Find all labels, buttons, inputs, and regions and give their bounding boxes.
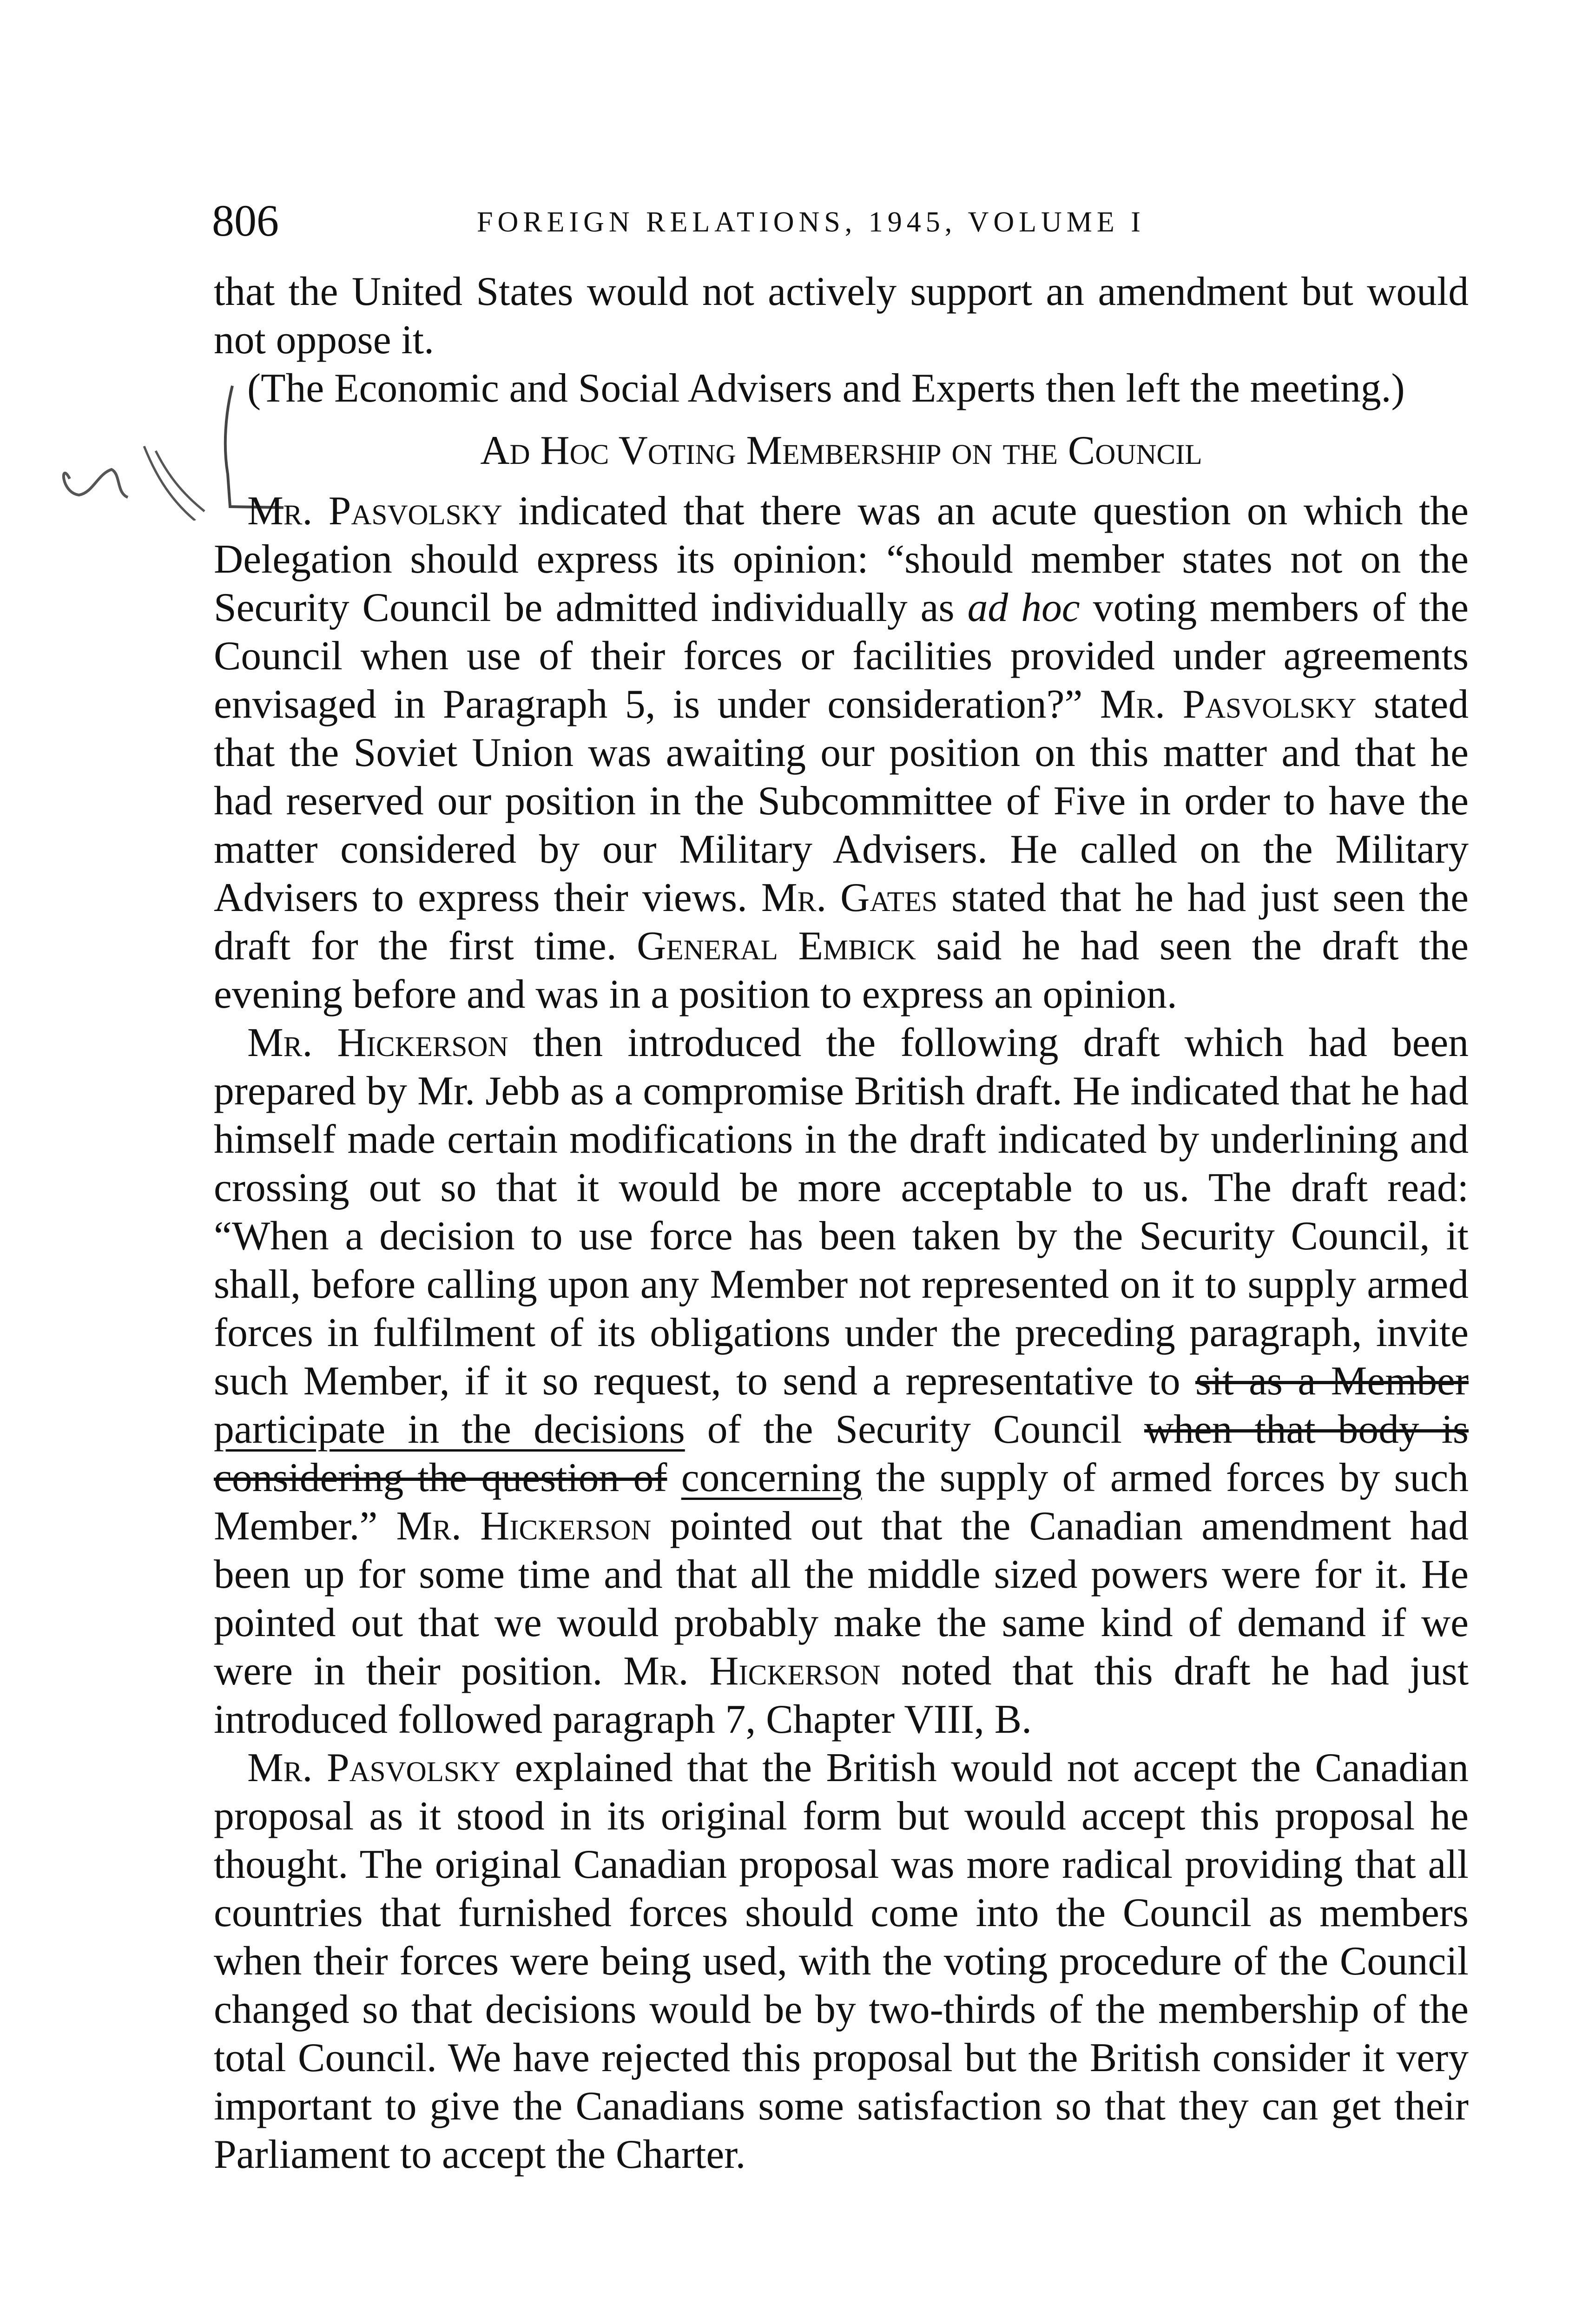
text-run: voting members of the Council when use of their forces or facilities provided under agreements envisaged in Paragraph 5, is under consideration?”: [214, 585, 1469, 726]
underlined-text: concerning: [681, 1455, 862, 1500]
page-header: [212, 195, 1457, 246]
paragraph: (The Economic and Social Advisers and Experts then left the meeting.): [247, 365, 1405, 410]
speaker-name: Mr. Pasvolsky: [247, 488, 502, 533]
text-run: then introduced the following draft which had been prepared by Mr. Jebb as a compromise British draft. He indicated that he had himself made certain modifications in the draft indicated by underlining and crossing out so that it would be more acceptable to us. The draft read: “When a decision to use force has been taken by the Security Council, it shall, before calling upon any Member not represented on it to supply armed forces in fulfilment of its obligations under the preceding paragraph, invite such Member, if it so request, to send a representative to: [214, 1020, 1469, 1403]
speaker-name: General Embick: [637, 923, 916, 968]
text-run: pointed out that the Canadian amendment had been up for some time and that all the middle sized powers were for it. He pointed out that we would probably make the same kind of demand if we were in their position.: [214, 1503, 1469, 1693]
paragraph: that the United States would not actively support an amendment but would not oppose it.: [214, 269, 1469, 362]
text-run: explained that the British would not accept the Canadian proposal as it stood in its original form but would accept this proposal he thought. The original Canadian proposal was more radical providing that all countries that furnished forces should come into the Council as members when their forces were being used, with the voting procedure of the Council changed so that decisions would be by two-thirds of the membership of the total Council. We have rejected this proposal but the British consider it very important to give the Canadians some satisfaction so that they can get their Parliament to accept the Charter.: [214, 1745, 1469, 2177]
speaker-name: Mr. Pasvolsky: [247, 1745, 501, 1790]
struck-text: sit as a Member: [1195, 1358, 1469, 1403]
text-run: stated that he had just seen the draft for the first time.: [214, 875, 1469, 968]
underlined-text: participate in the decisions: [214, 1406, 685, 1452]
text-run: the supply of armed forces by such Member.”: [214, 1455, 1469, 1548]
speaker-name: Mr. Hickerson: [247, 1020, 508, 1065]
text-run: stated that the Soviet Union was awaiting our position on this matter and that he had reserved our position in the Subcommittee of Five in order to have the matter considered by our Military Advisers. He called on the Military Advisers to express their views.: [214, 681, 1469, 920]
speaker-name: Mr. Gates: [761, 875, 938, 920]
struck-text: when that body is considering the question of: [214, 1406, 1469, 1500]
paragraph: [214, 1743, 1469, 2179]
text-run: of the Security Council: [685, 1406, 1144, 1452]
italic-term: ad hoc: [967, 585, 1080, 630]
speaker-name: Mr. Hickerson: [396, 1503, 652, 1548]
text-run: noted that this draft he had just introduced followed paragraph 7, Chapter VIII, B.: [214, 1648, 1469, 1742]
text-run: said he had seen the draft the evening before and was in a position to express an opinion.: [214, 923, 1469, 1017]
speaker-name: Mr. Hickerson: [623, 1648, 881, 1693]
paragraph: [214, 1018, 1469, 1743]
document-body: [214, 267, 1469, 2179]
speaker-name: Mr. Pasvolsky: [1100, 681, 1357, 726]
page-number: 806: [212, 196, 279, 245]
text-run: indicated that there was an acute question on which the Delegation should express its opinion: “should member states not on the Security Council be admitted individually as: [214, 488, 1469, 630]
section-heading: Ad Hoc Voting Membership on the Council: [480, 428, 1202, 473]
paragraph: [214, 487, 1469, 1018]
running-head: FOREIGN RELATIONS, 1945, VOLUME I: [477, 206, 1145, 238]
